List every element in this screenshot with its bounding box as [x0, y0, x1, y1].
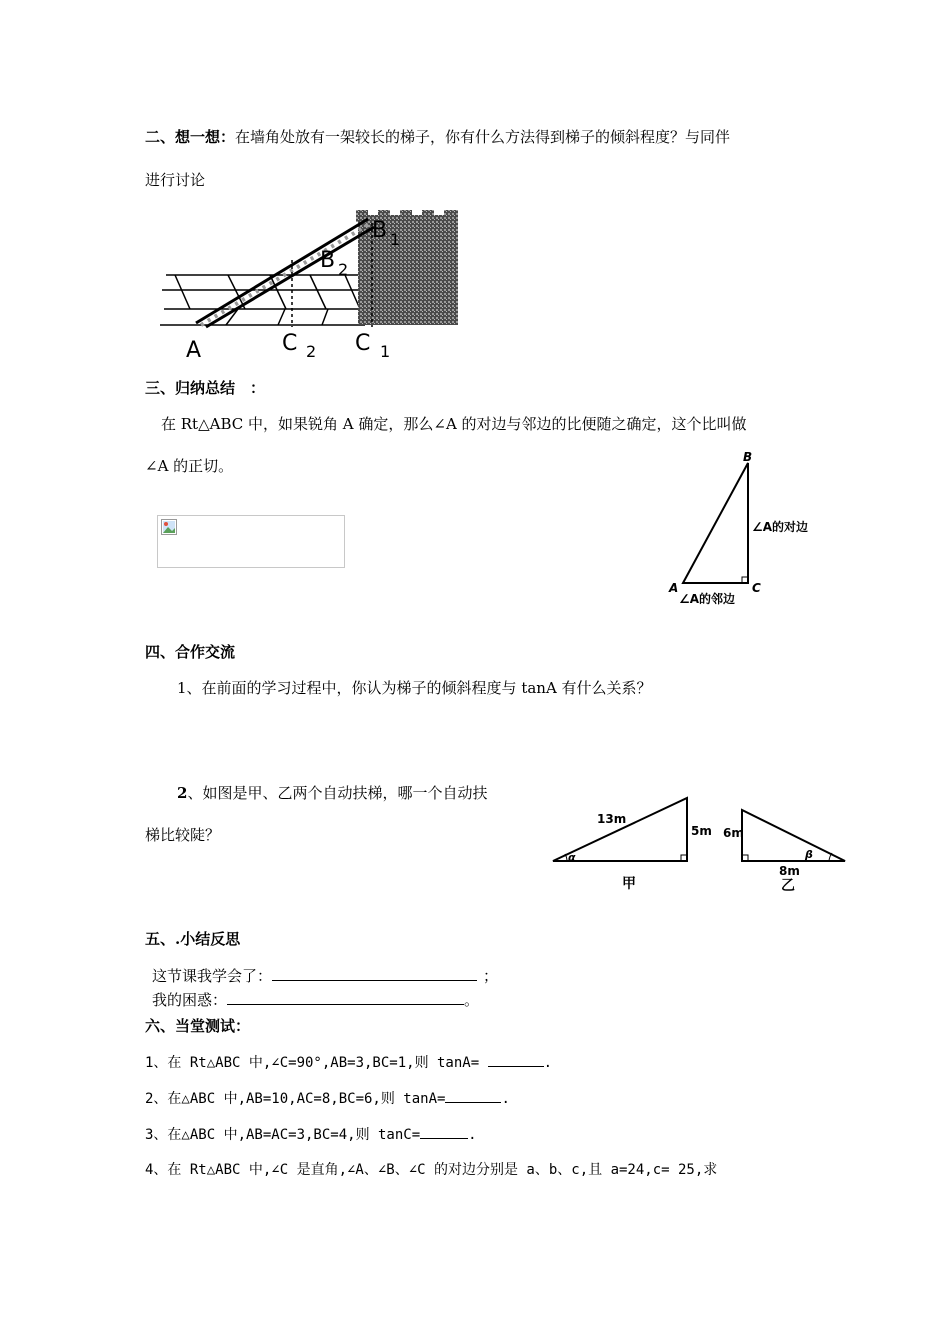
confusion-blank[interactable] [227, 990, 464, 1005]
image-placeholder [157, 515, 345, 568]
test-question-1-end: . [543, 1055, 553, 1071]
yi-base: 8m [779, 864, 800, 878]
section-2-heading: 二、想一想： [145, 128, 236, 146]
label-B2: B [320, 248, 336, 273]
label-C1-sub: 1 [380, 342, 391, 361]
summary-label-learned: 这节课我学会了： [152, 967, 273, 985]
section-3-line2: ∠A 的正切。 [145, 457, 234, 475]
section-2-text: 在墙角处放有一架较长的梯子，你有什么方法得到梯子的倾斜程度？与同伴 [235, 128, 731, 146]
escalator-jia [553, 798, 712, 892]
jia-angle: α [568, 851, 576, 864]
jia-hypotenuse: 13m [597, 812, 627, 826]
summary-line-1 [152, 966, 498, 986]
label-B: B [743, 450, 753, 464]
section-4-question-2-line1 [177, 783, 487, 803]
broken-image-icon [161, 519, 177, 535]
escalator-yi [723, 810, 845, 894]
section-3-heading: 三、归纳总结 ： [145, 379, 266, 397]
section-4-question-2-line2: 梯比较陡？ [145, 826, 221, 844]
test-answer-2-blank[interactable] [445, 1088, 501, 1103]
right-triangle-figure [665, 448, 830, 608]
test-question-3-end: . [468, 1127, 477, 1143]
label-C1: C [355, 331, 371, 356]
question-2-number: 2 [177, 784, 188, 802]
label-A: A [186, 338, 202, 363]
test-answer-3-blank[interactable] [420, 1124, 468, 1139]
jia-name: 甲 [622, 876, 636, 892]
label-A: A [669, 581, 679, 595]
question-2-text: 、如图是甲、乙两个自动扶梯，哪一个自动扶 [187, 784, 488, 802]
test-question-3-text: 3、在△ABC 中,AB=AC=3,BC=4,则 tanC= [145, 1127, 421, 1143]
test-question-1 [145, 1052, 552, 1073]
yi-height: 6m [723, 826, 744, 840]
label-B2-sub: 2 [338, 260, 349, 279]
section-2-line1 [145, 127, 730, 147]
label-B1: B [372, 218, 388, 243]
ladder-figure [160, 205, 480, 365]
test-answer-1-blank[interactable] [488, 1052, 544, 1067]
test-question-2-end: . [501, 1091, 510, 1107]
label-C2-sub: 2 [306, 342, 317, 361]
section-4-heading: 四、合作交流 [145, 643, 236, 661]
escalator-figures [545, 790, 855, 900]
label-opposite: ∠A的对边 [752, 520, 809, 534]
label-B1-sub: 1 [390, 230, 401, 249]
summary-label-confusion: 我的困惑： [152, 991, 228, 1009]
test-question-1-text: 1、在 Rt△ABC 中,∠C=90°,AB=3,BC=1,则 tanA= [145, 1055, 480, 1071]
learned-blank[interactable] [272, 966, 477, 981]
test-question-4: 4、在 Rt△ABC 中,∠C 是直角,∠A、∠B、∠C 的对边分别是 a、b、c,且 a=24,c= 25,求 [145, 1162, 718, 1178]
summary-line-2-end: 。 [464, 991, 480, 1009]
section-4-question-1: 1、在前面的学习过程中，你认为梯子的倾斜程度与 tanA 有什么关系？ [177, 679, 652, 697]
yi-name: 乙 [781, 878, 795, 894]
test-question-3 [145, 1124, 477, 1145]
label-C2: C [282, 331, 298, 356]
section-5-heading: 五、.小结反思 [145, 930, 241, 948]
summary-line-1-end: ； [483, 967, 499, 985]
section-2-line2: 进行讨论 [145, 171, 206, 189]
section-6-heading: 六、当堂测试： [145, 1017, 251, 1035]
test-question-2 [145, 1088, 510, 1109]
yi-angle: β [805, 848, 813, 861]
summary-line-2 [152, 990, 479, 1010]
jia-height: 5m [691, 824, 712, 838]
section-3-line1: 在 Rt△ABC 中，如果锐角 A 确定，那么∠A 的对边与邻边的比便随之确定，这个比叫做 [161, 415, 747, 433]
test-question-2-text: 2、在△ABC 中,AB=10,AC=8,BC=6,则 tanA= [145, 1091, 446, 1107]
label-adjacent: ∠A的邻边 [679, 592, 736, 606]
label-C: C [752, 581, 761, 595]
